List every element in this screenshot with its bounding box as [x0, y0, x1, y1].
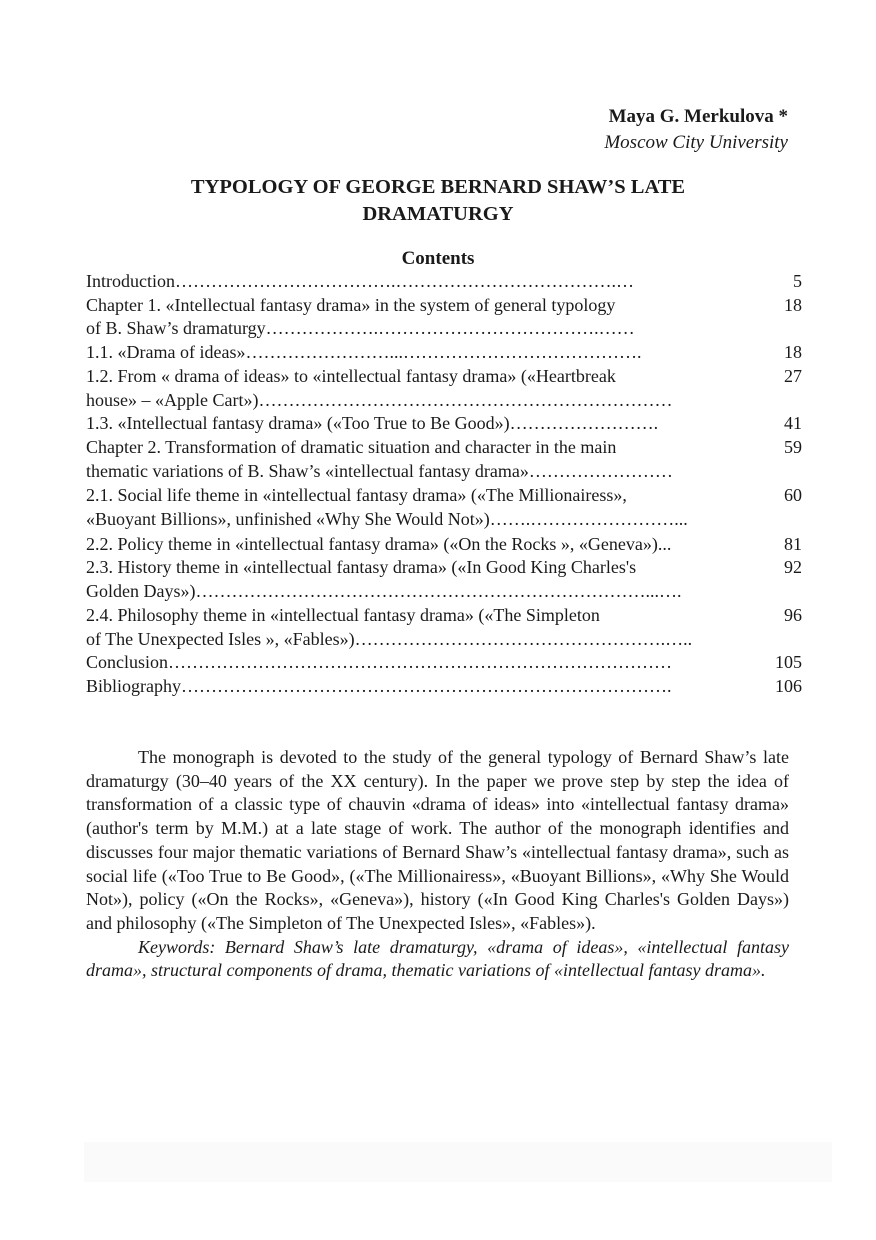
- toc-page-number: 5: [793, 271, 802, 291]
- toc-entry-line: 2.3. History theme in «intellectual fantasy drama» («In Good King Charles's: [86, 557, 637, 578]
- toc-entry: [86, 341, 802, 365]
- toc-page-number: 105: [775, 652, 802, 673]
- title-line-2: DRAMATURGY: [362, 203, 514, 225]
- toc-entry: [86, 675, 802, 699]
- toc-page-number: 27: [784, 365, 802, 386]
- toc-entry-line: Conclusion…………………………………………………………………………: [86, 652, 673, 673]
- toc-entry-line: Bibliography……………………………………………………………………….: [86, 675, 672, 696]
- author-block: [604, 104, 788, 156]
- toc-entry-line: thematic variations of B. Shaw’s «intellectual fantasy drama»……………………: [86, 460, 673, 481]
- toc-entry: [86, 556, 802, 603]
- toc-entry: [86, 412, 802, 436]
- keywords-paragraph: Keywords: Bernard Shaw’s late dramaturgy, «drama of ideas», «intellectual fantasy drama», structural components of drama, thematic variations of «intellectual fantasy drama».: [86, 936, 789, 981]
- toc-page-number: 92: [784, 557, 802, 578]
- toc-page-number: 106: [775, 675, 802, 696]
- toc-entry-line: 1.1. «Drama of ideas»……………………...………………………………….: [86, 342, 642, 363]
- toc-page-number: 60: [784, 485, 802, 506]
- toc-entry: [86, 294, 802, 341]
- title-line-1: TYPOLOGY OF GEORGE BERNARD SHAW’S LATE: [190, 176, 686, 198]
- toc-entry-line: of B. Shaw’s dramaturgy……………….……………………………….……: [86, 318, 635, 339]
- toc-page-number: 81: [784, 533, 802, 554]
- toc-entry: [86, 651, 802, 675]
- toc-page-number: 18: [784, 342, 802, 363]
- toc-entry: [86, 365, 802, 412]
- toc-entry-line: house» – «Apple Cart»)……………………………………………………………: [86, 389, 673, 410]
- toc-entry-line: «Buoyant Billions», unfinished «Why She Would Not»)…….……………………...: [86, 509, 688, 530]
- toc-entry-line: 2.1. Social life theme in «intellectual fantasy drama» («The Millionairess»,: [86, 485, 627, 506]
- toc-entry-line: Chapter 2. Transformation of dramatic situation and character in the main: [86, 436, 617, 457]
- toc-entry-line: Golden Days»)…………………………………………………………………...….: [86, 581, 682, 602]
- toc-entry: [86, 484, 802, 531]
- table-of-contents: [86, 270, 802, 699]
- toc-page-number: 18: [784, 294, 802, 315]
- abstract-paragraph: The monograph is devoted to the study of the general typology of Bernard Shaw’s late dramaturgy (30–40 years of the XX century). In the paper we prove step by step the idea of transformation of a classic type of chauvin «drama of ideas» into «intellectual fantasy drama» (author's term by M.M.) at a late stage of work. The author of the monograph identifies and discusses four major thematic variations of Bernard Shaw’s «intellectual fantasy drama», such as social life («Too True to Be Good», («The Millionairess», «Buoyant Billions», «Why She Would Not»), policy («On the Rocks», «Geneva»), history («In Good King Charles's Golden Days») and philosophy («The Simpleton of The Unexpected Isles», «Fables»).: [86, 747, 789, 933]
- toc-entry: [86, 436, 802, 483]
- footer-band: [84, 1142, 832, 1182]
- toc-entry-line: Introduction……………………………….……………………………….…: [86, 271, 634, 291]
- contents-heading: Contents: [401, 248, 475, 269]
- toc-page-number: 59: [784, 436, 802, 457]
- toc-entry: [86, 533, 802, 557]
- toc-entry: [86, 270, 802, 294]
- toc-entry-line: 1.2. From « drama of ideas» to «intellectual fantasy drama» («Heartbreak: [86, 365, 616, 386]
- toc-page-number: 96: [784, 604, 802, 625]
- toc-entry-line: 2.4. Philosophy theme in «intellectual fantasy drama» («The Simpleton: [86, 604, 600, 625]
- abstract: [86, 746, 789, 983]
- toc-entry-line: of The Unexpected Isles », «Fables»)…………………………………………….…..: [86, 628, 693, 649]
- toc-entry-line: 2.2. Policy theme in «intellectual fantasy drama» («On the Rocks », «Geneva»)...: [86, 533, 672, 554]
- paper-title: [100, 174, 776, 228]
- toc-entry-line: Chapter 1. «Intellectual fantasy drama» in the system of general typology: [86, 294, 616, 315]
- author-affiliation: Moscow City University: [604, 132, 788, 153]
- author-name: Maya G. Merkulova *: [608, 106, 788, 127]
- toc-page-number: 41: [784, 413, 802, 434]
- toc-entry-line: 1.3. «Intellectual fantasy drama» («Too True to Be Good»)…………………….: [86, 413, 659, 434]
- toc-entry: [86, 604, 802, 651]
